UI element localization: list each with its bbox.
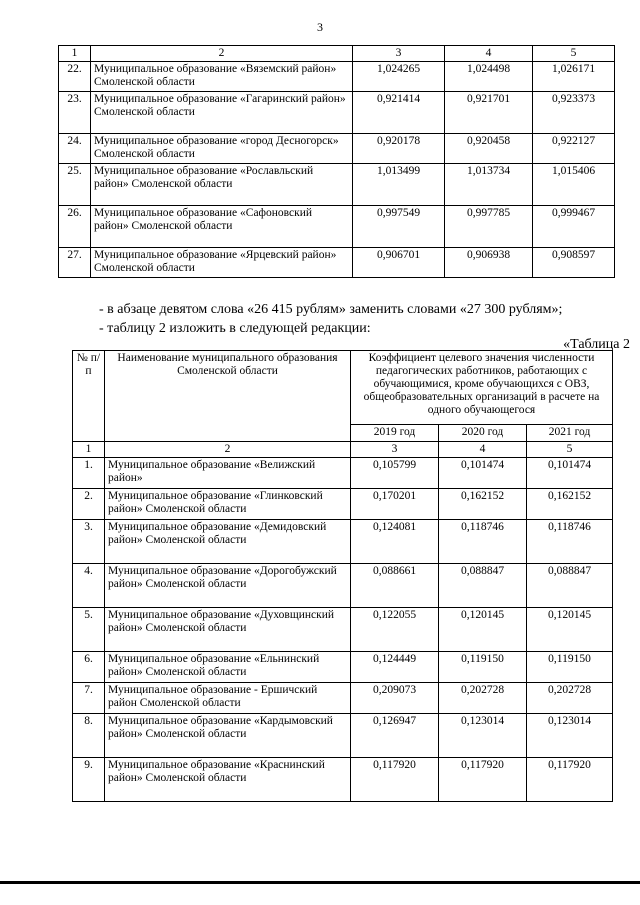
table-1-value-col-4: 0,997785 [445, 206, 533, 248]
table-2-row [73, 714, 613, 758]
table-1-row [59, 206, 615, 248]
table-1-value-col-5: 0,999467 [533, 206, 615, 248]
table-2-value-col-4: 0,123014 [439, 714, 527, 758]
table-2-header-row [73, 351, 613, 425]
table-2-row-number: 8. [73, 714, 105, 758]
table-2-col-number-cell: 5 [527, 442, 613, 458]
table-2-value-col-3: 0,088661 [351, 564, 439, 608]
table-1-header-cell: 1 [59, 46, 91, 62]
table-1-value-col-5: 0,922127 [533, 134, 615, 164]
table-1-value-col-4: 0,921701 [445, 92, 533, 134]
table-2-value-col-5: 0,101474 [527, 458, 613, 489]
table-2-value-col-4: 0,119150 [439, 652, 527, 683]
table-2-value-col-5: 0,120145 [527, 608, 613, 652]
page-number: 3 [317, 20, 323, 34]
table-1-value-col-3: 0,921414 [353, 92, 445, 134]
table-2-value-col-3: 0,124081 [351, 520, 439, 564]
page-bottom-rule [0, 881, 640, 884]
table-2-col-number-cell: 1 [73, 442, 105, 458]
table-1-row [59, 164, 615, 206]
table-2-value-col-5: 0,123014 [527, 714, 613, 758]
table-2-value-col-4: 0,120145 [439, 608, 527, 652]
table-2-value-col-3: 0,122055 [351, 608, 439, 652]
table-2-row-number: 7. [73, 683, 105, 714]
table-2-municipality-name: Муниципальное образование - Ершичский район Смоленской области [105, 683, 351, 714]
table-2-col-number-header: № п/п [73, 351, 105, 442]
table-1-row [59, 62, 615, 92]
table-1-value-col-3: 0,997549 [353, 206, 445, 248]
table-1-municipality-name: Муниципальное образование «Ярцевский район» Смоленской области [91, 248, 353, 278]
table-1-header-cell: 2 [91, 46, 353, 62]
table-1-value-col-5: 1,015406 [533, 164, 615, 206]
table-2-col-number-cell: 4 [439, 442, 527, 458]
table-2-municipality-name: Муниципальное образование «Велижский район» [105, 458, 351, 489]
table-2-col-coefficient-header: Коэффициент целевого значения численности педагогических работников, работающих с обучающимися, кроме обучающихся с ОВЗ, общеобразовательных организаций в расчете на одного обучающегося [351, 351, 613, 425]
table-2-municipality-name: Муниципальное образование «Духовщинский район» Смоленской области [105, 608, 351, 652]
table-2-year-header: 2020 год [439, 424, 527, 441]
table-1-row-number: 27. [59, 248, 91, 278]
table-2-value-col-3: 0,117920 [351, 758, 439, 802]
table-2-col-number-cell: 2 [105, 442, 351, 458]
table-1-value-col-4: 0,920458 [445, 134, 533, 164]
table-2-row-number: 1. [73, 458, 105, 489]
table-1-value-col-5: 0,908597 [533, 248, 615, 278]
table-1-municipality-name: Муниципальное образование «город Десногорск» Смоленской области [91, 134, 353, 164]
table-1-continuation [58, 45, 615, 278]
table-2-label: «Таблица 2 [563, 337, 630, 352]
table-1-header-row [59, 46, 615, 62]
table-1-municipality-name: Муниципальное образование «Сафоновский район» Смоленской области [91, 206, 353, 248]
table-1-header-cell: 4 [445, 46, 533, 62]
table-1-municipality-name: Муниципальное образование «Гагаринский район» Смоленской области [91, 92, 353, 134]
table-1-row-number: 22. [59, 62, 91, 92]
table-2-row-number: 6. [73, 652, 105, 683]
table-2-row-number: 4. [73, 564, 105, 608]
table-2-value-col-4: 0,101474 [439, 458, 527, 489]
table-1-value-col-5: 0,923373 [533, 92, 615, 134]
table-2-year-header: 2021 год [527, 424, 613, 441]
table-2-row-number: 2. [73, 489, 105, 520]
table-2-value-col-5: 0,088847 [527, 564, 613, 608]
table-2-value-col-4: 0,202728 [439, 683, 527, 714]
table-1-value-col-5: 1,026171 [533, 62, 615, 92]
table-1-value-col-3: 0,920178 [353, 134, 445, 164]
table-2-value-col-3: 0,209073 [351, 683, 439, 714]
table-2-row [73, 683, 613, 714]
table-1-row-number: 23. [59, 92, 91, 134]
table-2-value-col-3: 0,124449 [351, 652, 439, 683]
table-2-row [73, 652, 613, 683]
table-1-value-col-3: 0,906701 [353, 248, 445, 278]
table-1-row-number: 26. [59, 206, 91, 248]
table-2-value-col-3: 0,105799 [351, 458, 439, 489]
table-2-municipality-name: Муниципальное образование «Демидовский район» Смоленской области [105, 520, 351, 564]
table-2-row-number: 9. [73, 758, 105, 802]
table-2-municipality-name: Муниципальное образование «Краснинский район» Смоленской области [105, 758, 351, 802]
table-2-value-col-4: 0,088847 [439, 564, 527, 608]
table-2-value-col-3: 0,170201 [351, 489, 439, 520]
table-1-municipality-name: Муниципальное образование «Вяземский район» Смоленской области [91, 62, 353, 92]
table-1-value-col-3: 1,024265 [353, 62, 445, 92]
table-2-row [73, 489, 613, 520]
table-2-row [73, 758, 613, 802]
table-2-municipality-name: Муниципальное образование «Кардымовский район» Смоленской области [105, 714, 351, 758]
table-2-col-numbers-row [73, 442, 613, 458]
table-2-value-col-3: 0,126947 [351, 714, 439, 758]
table-1-header-cell: 3 [353, 46, 445, 62]
table-2-value-col-5: 0,202728 [527, 683, 613, 714]
table-1-row-number: 24. [59, 134, 91, 164]
table-1-row [59, 248, 615, 278]
table-2 [72, 350, 613, 802]
table-2-row-number: 5. [73, 608, 105, 652]
table-2-value-col-5: 0,162152 [527, 489, 613, 520]
table-2-row-number: 3. [73, 520, 105, 564]
table-2-row [73, 520, 613, 564]
table-2-row [73, 608, 613, 652]
table-1-value-col-3: 1,013499 [353, 164, 445, 206]
table-1-row [59, 134, 615, 164]
table-1-value-col-4: 0,906938 [445, 248, 533, 278]
table-2-municipality-name: Муниципальное образование «Ельнинский район» Смоленской области [105, 652, 351, 683]
table-2-value-col-4: 0,118746 [439, 520, 527, 564]
table-2-col-name-header: Наименование муниципального образования Смоленской области [105, 351, 351, 442]
table-1-value-col-4: 1,013734 [445, 164, 533, 206]
paragraph-amendment-1: - в абзаце девятом слова «26 415 рублям» заменить словами «27 300 рублям»; [99, 302, 563, 317]
table-2-value-col-5: 0,119150 [527, 652, 613, 683]
table-1-value-col-4: 1,024498 [445, 62, 533, 92]
table-2-year-header: 2019 год [351, 424, 439, 441]
paragraph-amendment-2: - таблицу 2 изложить в следующей редакции: [99, 321, 371, 336]
table-2-municipality-name: Муниципальное образование «Глинковский район» Смоленской области [105, 489, 351, 520]
table-1-municipality-name: Муниципальное образование «Рославльский район» Смоленской области [91, 164, 353, 206]
table-2-col-number-cell: 3 [351, 442, 439, 458]
table-1-row-number: 25. [59, 164, 91, 206]
table-1-row [59, 92, 615, 134]
table-2-value-col-4: 0,162152 [439, 489, 527, 520]
table-1-header-cell: 5 [533, 46, 615, 62]
table-2-municipality-name: Муниципальное образование «Дорогобужский район» Смоленской области [105, 564, 351, 608]
table-2-row [73, 564, 613, 608]
table-2-value-col-4: 0,117920 [439, 758, 527, 802]
table-2-value-col-5: 0,117920 [527, 758, 613, 802]
table-2-row [73, 458, 613, 489]
table-2-value-col-5: 0,118746 [527, 520, 613, 564]
